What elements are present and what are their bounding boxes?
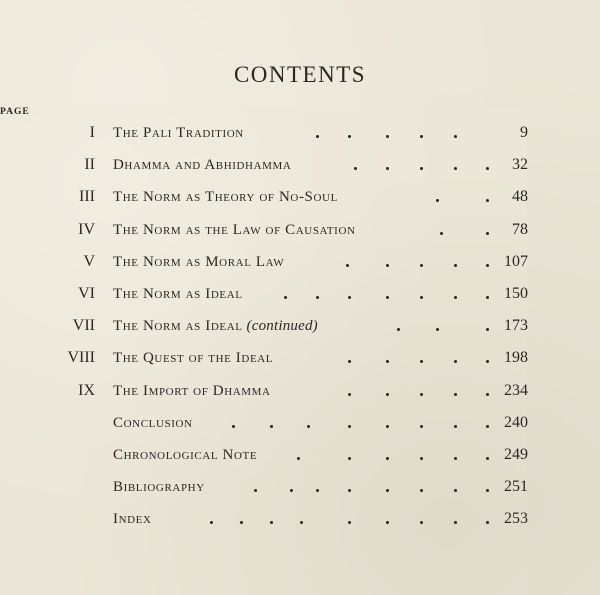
leader-dot — [354, 167, 357, 170]
chapter-title — [113, 123, 244, 143]
leader-dot — [420, 521, 423, 524]
toc-row — [0, 123, 600, 155]
leader-dot — [348, 457, 351, 460]
leader-dot — [232, 425, 235, 428]
leader-dot — [270, 425, 273, 428]
leader-dot — [440, 232, 443, 235]
toc-row — [0, 187, 600, 219]
leader-dot — [454, 489, 457, 492]
chapter-title-text: The Norm as Ideal — [113, 318, 243, 335]
toc-row — [0, 252, 600, 284]
leader-dot — [420, 425, 423, 428]
chapter-number: VII — [72, 317, 95, 335]
page-number: 234 — [504, 381, 528, 399]
toc-row — [0, 445, 600, 477]
page-number: 78 — [512, 220, 528, 238]
leader-dot — [348, 521, 351, 524]
chapter-number: III — [79, 188, 95, 206]
leader-dot — [454, 521, 457, 524]
leader-dot — [486, 360, 489, 363]
leader-dot — [420, 135, 423, 138]
leader-dot — [454, 360, 457, 363]
page-number: 48 — [512, 188, 528, 206]
leader-dot — [386, 296, 389, 299]
leader-dot — [316, 135, 319, 138]
chapter-title-text: The Import of Dhamma — [113, 382, 271, 399]
page-number: 251 — [504, 478, 528, 496]
chapter-number: II — [84, 156, 95, 174]
chapter-number: I — [89, 124, 95, 141]
toc-row — [0, 220, 600, 252]
leader-dot — [316, 489, 319, 492]
leader-dot — [454, 167, 457, 170]
page-number: 198 — [504, 349, 528, 367]
leader-dot — [348, 393, 351, 396]
chapter-title-suffix: (continued) — [242, 318, 318, 335]
chapter-title — [113, 252, 284, 272]
leader-dot — [486, 328, 489, 331]
chapter-title-text: The Norm as Theory of No-Soul — [113, 189, 338, 206]
chapter-number: VI — [78, 285, 95, 302]
page-number: 173 — [504, 317, 528, 335]
toc-row — [0, 284, 600, 316]
leader-dot — [486, 199, 489, 202]
leader-dot — [297, 457, 300, 460]
page-number: 32 — [512, 156, 528, 174]
leader-dot — [348, 360, 351, 363]
chapter-title-text: The Norm as the Law of Causation — [113, 221, 356, 238]
chapter-title-text: The Quest of the Ideal — [113, 350, 274, 367]
leader-dot — [348, 135, 351, 138]
leader-dot — [486, 232, 489, 235]
leader-dot — [486, 296, 489, 299]
chapter-title — [113, 284, 243, 304]
leader-dot — [454, 457, 457, 460]
chapter-title-text: Chronological Note — [113, 447, 258, 463]
leader-dot — [210, 521, 213, 524]
leader-dot — [420, 489, 423, 492]
leader-dot — [420, 393, 423, 396]
leader-dot — [386, 167, 389, 170]
chapter-number: V — [83, 252, 95, 270]
page-number: 249 — [504, 446, 528, 463]
leader-dot — [300, 521, 303, 524]
toc-row — [0, 316, 600, 348]
leader-dot — [348, 425, 351, 428]
chapter-title-text: The Norm as Moral Law — [113, 253, 285, 270]
leader-dot — [454, 296, 457, 299]
leader-dot — [420, 457, 423, 460]
leader-dot — [454, 264, 457, 267]
toc-row — [0, 381, 600, 413]
leader-dot — [386, 360, 389, 363]
chapter-title-text: Bibliography — [113, 479, 205, 496]
chapter-title — [113, 187, 338, 207]
leader-dot — [386, 425, 389, 428]
toc-row — [0, 477, 600, 509]
chapter-title-text: Index — [113, 511, 152, 528]
leader-dot — [420, 360, 423, 363]
chapter-title-text: The Pali Tradition — [113, 125, 244, 141]
leader-dot — [254, 489, 257, 492]
leader-dot — [486, 167, 489, 170]
chapter-title — [113, 316, 318, 336]
leader-dot — [386, 521, 389, 524]
leader-dot — [454, 135, 457, 138]
chapter-title-text: The Norm as Ideal — [113, 286, 243, 302]
leader-dot — [486, 521, 489, 524]
leader-dot — [346, 264, 349, 267]
chapter-title — [113, 220, 356, 240]
chapter-title — [113, 348, 273, 368]
chapter-title — [113, 477, 205, 497]
leader-dot — [454, 425, 457, 428]
leader-dot — [454, 393, 457, 396]
leader-dot — [307, 425, 310, 428]
page-number: 150 — [504, 285, 528, 302]
leader-dot — [420, 264, 423, 267]
page-number: 9 — [520, 124, 528, 141]
leader-dot — [348, 489, 351, 492]
chapter-title-text: Conclusion — [113, 414, 193, 431]
leader-dot — [420, 296, 423, 299]
leader-dot — [436, 328, 439, 331]
leader-dot — [386, 393, 389, 396]
leader-dot — [386, 135, 389, 138]
chapter-number: IV — [78, 220, 95, 238]
leader-dot — [386, 489, 389, 492]
leader-dot — [348, 296, 351, 299]
chapter-number: IX — [78, 381, 95, 399]
page-number: 107 — [504, 252, 528, 270]
leader-dot — [486, 393, 489, 396]
leader-dot — [270, 521, 273, 524]
chapter-number: VIII — [67, 349, 95, 367]
leader-dot — [397, 328, 400, 331]
leader-dot — [386, 264, 389, 267]
page-column-header: PAGE — [0, 107, 527, 595]
page-title: CONTENTS — [233, 62, 367, 87]
toc-row — [0, 348, 600, 380]
page-number: 253 — [504, 510, 528, 528]
toc-row — [0, 509, 600, 541]
page-number: 240 — [504, 413, 528, 431]
chapter-title — [113, 413, 193, 433]
leader-dot — [486, 489, 489, 492]
leader-dot — [486, 457, 489, 460]
toc-row — [0, 155, 600, 187]
chapter-title — [113, 155, 291, 175]
chapter-title-text: Dhamma and Abhidhamma — [113, 157, 292, 174]
chapter-title — [113, 381, 271, 401]
chapter-title — [113, 509, 152, 529]
leader-dot — [284, 296, 287, 299]
leader-dot — [240, 521, 243, 524]
toc-row — [0, 413, 600, 445]
leader-dot — [486, 264, 489, 267]
leader-dot — [316, 296, 319, 299]
leader-dot — [486, 425, 489, 428]
chapter-title — [113, 445, 257, 465]
leader-dot — [386, 457, 389, 460]
leader-dot — [420, 167, 423, 170]
leader-dot — [290, 489, 293, 492]
leader-dot — [436, 199, 439, 202]
